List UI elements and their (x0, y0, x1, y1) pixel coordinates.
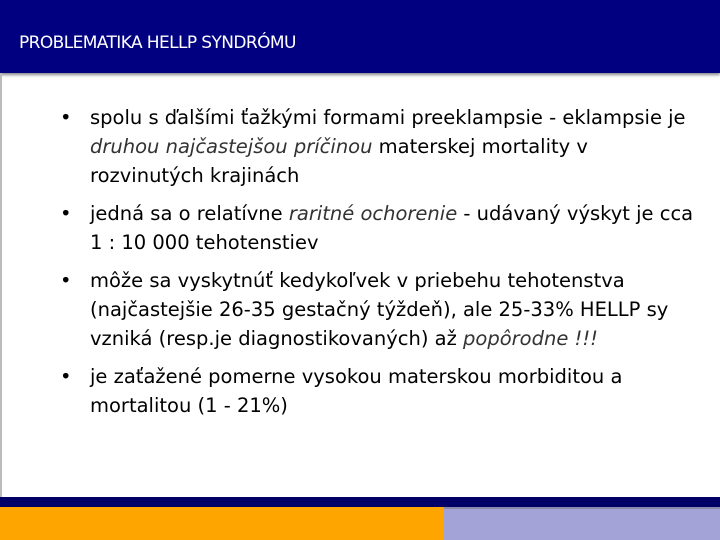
bullet-text: môže sa vyskytnúť kedykoľvek v priebehu tehotenstva (najčastejšie 26-35 gestačný týždeň), ale 25-33% HELLP sy vzniká (resp.je diagnostikovaných) až (90, 269, 669, 350)
footer-bar (0, 497, 720, 507)
bullet-list (60, 103, 700, 429)
bullet-icon: • (60, 202, 72, 225)
slide-header (0, 0, 720, 73)
bullet-icon: • (60, 365, 72, 388)
bullet-text: jedná sa o relatívne (90, 202, 289, 225)
bullet-icon: • (60, 269, 72, 292)
bullet-text: - udávaný výskyt je cca 1 : 10 000 tehotenstiev (90, 202, 694, 254)
bullet-item (60, 103, 700, 190)
slide-content (0, 73, 720, 497)
bullet-text: materskej mortality v rozvinutých krajinách (90, 135, 588, 187)
bullet-item (60, 362, 700, 420)
footer-lavender-block (444, 507, 720, 540)
bullet-icon: • (60, 106, 72, 129)
bullet-item (60, 266, 700, 353)
footer-orange-block (0, 507, 444, 540)
bullet-text: je zaťažené pomerne vysokou materskou morbiditou a mortalitou (1 - 21%) (90, 365, 623, 417)
bullet-emphasis: druhou najčastejšou príčinou (90, 135, 373, 158)
bullet-emphasis: popôrodne !!! (463, 327, 598, 350)
bullet-item (60, 199, 700, 257)
bullet-text: spolu s ďalšími ťažkými formami preeklampsie - eklampsie je (90, 106, 686, 129)
bullet-emphasis: raritné ochorenie (288, 202, 458, 225)
slide-title: PROBLEMATIKA HELLP SYNDRÓMU (19, 33, 296, 53)
